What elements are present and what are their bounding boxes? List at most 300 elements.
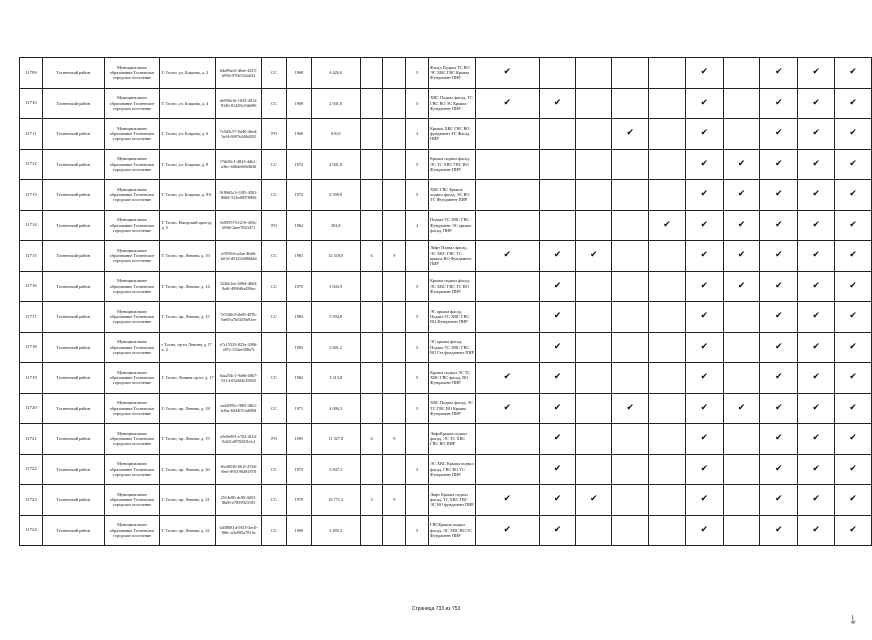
check-icon: ✔ [849, 372, 857, 383]
material-cell: РО [262, 210, 287, 241]
area-cell: 3 601,2 [311, 332, 360, 363]
material-cell: СС [262, 241, 287, 272]
check-icon: ✔ [775, 219, 783, 230]
check-cell [798, 119, 835, 150]
check-cell [476, 454, 540, 485]
municipality-cell: Муниципальное образование Тосненское городское поселение [104, 210, 160, 241]
check-cell [798, 424, 835, 455]
check-cell [476, 210, 540, 241]
check-cell [539, 119, 576, 150]
check-cell [539, 271, 576, 302]
check-icon: ✔ [812, 189, 820, 200]
check-icon: ✔ [849, 433, 857, 444]
municipality-cell: Муниципальное образование Тосненское городское поселение [104, 454, 160, 485]
year-cell: 1968 [286, 58, 311, 89]
check-icon: ✔ [737, 189, 746, 200]
table-row [20, 241, 872, 272]
row-id: 11718 [20, 332, 43, 363]
check-cell [539, 210, 576, 241]
municipality-cell: Муниципальное образование Тосненское городское поселение [104, 58, 160, 89]
municipality-cell: Муниципальное образование Тосненское городское поселение [104, 485, 160, 516]
check-cell [723, 88, 760, 119]
check-cell [576, 210, 612, 241]
check-cell [760, 363, 798, 394]
check-cell [835, 485, 872, 516]
works-cell: ГВСКрыша подвал фасад, ЭС ХВС ВО ТС Фундамент ПИР [429, 515, 476, 546]
check-cell [649, 88, 686, 119]
check-icon: ✔ [849, 494, 857, 505]
row-id: 11714 [20, 210, 43, 241]
floors-a-cell: 5 [360, 485, 383, 516]
check-icon: ✔ [700, 280, 708, 291]
check-cell [649, 363, 686, 394]
floors-b-cell [383, 302, 406, 333]
check-cell [612, 393, 649, 424]
guid-cell: 6aa254c1-9a0b-48b7-8114-0326f2e35692 [216, 363, 262, 394]
check-icon: ✔ [700, 433, 708, 444]
district-cell: Тосненский район [42, 332, 104, 363]
check-cell [760, 332, 798, 363]
check-cell [835, 88, 872, 119]
check-cell [476, 485, 540, 516]
check-cell [685, 88, 723, 119]
check-cell [835, 180, 872, 211]
check-cell [576, 58, 612, 89]
check-cell [649, 180, 686, 211]
guid-cell: a5e9e981-e762-4f1d-8d23-d870201b3cf [216, 424, 262, 455]
check-cell [723, 393, 760, 424]
district-cell: Тосненский район [42, 485, 104, 516]
table-row [20, 119, 872, 150]
check-icon: ✔ [849, 189, 857, 200]
check-cell [835, 149, 872, 180]
entrances-cell: 5 [406, 515, 429, 546]
check-icon: ✔ [849, 158, 857, 169]
district-cell: Тосненский район [42, 515, 104, 546]
check-icon: ✔ [553, 250, 562, 261]
floors-a-cell [360, 210, 383, 241]
works-cell: ХВС Подвал фасад, ТС ГВС ВО ЭС Крыша Фундамент ПИР [429, 88, 476, 119]
floors-a-cell [360, 180, 383, 211]
check-icon: ✔ [553, 494, 562, 505]
area-cell: 2 941,0 [311, 88, 360, 119]
entrances-cell: 5 [406, 393, 429, 424]
check-icon: ✔ [700, 219, 708, 230]
check-cell [612, 180, 649, 211]
works-cell: ЭС ХВС Крыша подвал фасад, ГВС ВО ТС Фундамент ПИР [429, 454, 476, 485]
area-cell: 5 594,8 [311, 302, 360, 333]
row-id: 11713 [20, 180, 43, 211]
check-icon: ✔ [849, 311, 857, 322]
address-cell: Г. Тосно, Ленина пр-кт, д. 17 [160, 363, 216, 394]
check-cell [760, 515, 798, 546]
municipality-cell: Муниципальное образование Тосненское городское поселение [104, 271, 160, 302]
material-cell: СС [262, 454, 287, 485]
check-icon: ✔ [503, 250, 512, 261]
check-cell [649, 515, 686, 546]
page-footer: Страница 733 из 753 [411, 606, 461, 612]
check-cell [476, 363, 540, 394]
check-cell [760, 271, 798, 302]
check-cell [539, 424, 576, 455]
check-icon: ✔ [812, 311, 820, 322]
guid-cell: 16ef8536-661f-4746-8eef-893196481878 [216, 454, 262, 485]
check-cell [685, 363, 723, 394]
check-cell [835, 241, 872, 272]
check-cell [760, 58, 798, 89]
floors-b-cell [383, 149, 406, 180]
check-icon: ✔ [737, 250, 746, 261]
row-id: 11721 [20, 424, 43, 455]
check-cell [612, 454, 649, 485]
check-cell [539, 515, 576, 546]
check-icon: ✔ [812, 158, 820, 169]
check-cell [798, 88, 835, 119]
area-cell: 610,0 [311, 119, 360, 150]
year-cell: 1972 [286, 149, 311, 180]
check-cell [723, 119, 760, 150]
municipality-cell: Муниципальное образование Тосненское городское поселение [104, 149, 160, 180]
check-icon: ✔ [849, 250, 857, 261]
entrances-cell: 5 [406, 454, 429, 485]
entrances-cell [406, 485, 429, 516]
floors-b-cell [383, 210, 406, 241]
year-cell: 1972 [286, 180, 311, 211]
municipality-cell: Муниципальное образование Тосненское городское поселение [104, 424, 160, 455]
check-icon: ✔ [812, 250, 820, 261]
check-cell [476, 332, 540, 363]
year-cell: 1971 [286, 393, 311, 424]
check-cell [612, 271, 649, 302]
check-cell [576, 119, 612, 150]
check-icon: ✔ [812, 372, 820, 383]
district-cell: Тосненский район [42, 271, 104, 302]
check-icon: ✔ [503, 372, 512, 383]
check-cell [798, 58, 835, 89]
district-cell: Тосненский район [42, 180, 104, 211]
check-cell [798, 515, 835, 546]
floors-b-cell [383, 393, 406, 424]
address-cell: Г. Тосно, пр. Ленина, д. 10 [160, 241, 216, 272]
check-cell [723, 180, 760, 211]
check-icon: ✔ [775, 463, 783, 474]
address-cell: Г. Тосно, ул. Боярова, д. 2 [160, 58, 216, 89]
floors-b-cell [383, 454, 406, 485]
check-icon: ✔ [775, 97, 783, 108]
check-cell [835, 119, 872, 150]
check-icon: ✔ [812, 433, 820, 444]
check-cell [723, 271, 760, 302]
check-cell [539, 485, 576, 516]
year-cell: 1969 [286, 515, 311, 546]
area-cell: 12 318,0 [311, 241, 360, 272]
entrances-cell: 5 [406, 332, 429, 363]
year-cell: 1969 [286, 88, 311, 119]
floors-a-cell [360, 271, 383, 302]
check-cell [612, 149, 649, 180]
works-cell: ЭС крыша фасад, Подвал ТС ХВС ГВС ВО Газ фундамент ПИР [429, 332, 476, 363]
check-cell [685, 180, 723, 211]
row-id: 11712 [20, 149, 43, 180]
check-cell [476, 393, 540, 424]
material-cell: РО [262, 424, 287, 455]
table-row [20, 515, 872, 546]
check-cell [612, 332, 649, 363]
floors-a-cell [360, 454, 383, 485]
row-id: 11722 [20, 454, 43, 485]
row-id: 11711 [20, 119, 43, 150]
district-cell: Тосненский район [42, 88, 104, 119]
check-cell [476, 180, 540, 211]
check-cell [723, 58, 760, 89]
area-cell: 3 495,3 [311, 515, 360, 546]
entrances-cell: 5 [406, 149, 429, 180]
address-cell: Г. Тосно, ул. Боярова, д. 8А [160, 180, 216, 211]
works-cell: Подвал ТС ХВС ГВС Фундамент ЭС крыша фасад, ПИР [429, 210, 476, 241]
area-cell: 3 313,8 [311, 363, 360, 394]
municipality-cell: Муниципальное образование Тосненское городское поселение [104, 515, 160, 546]
check-icon: ✔ [590, 250, 598, 261]
table-row [20, 88, 872, 119]
check-cell [723, 210, 760, 241]
check-cell [539, 302, 576, 333]
check-cell [476, 424, 540, 455]
address-cell: Г. Тосно, ул. Боярова, д. 6 [160, 119, 216, 150]
check-cell [539, 180, 576, 211]
guid-cell: 2514e80-dc90-4d53-8b06-e7859923105 [216, 485, 262, 516]
table-body [20, 58, 872, 546]
check-icon: ✔ [849, 280, 857, 291]
table-row [20, 180, 872, 211]
guid-cell: de939a16-1023-4012-8140-81429c33b696 [216, 88, 262, 119]
check-icon: ✔ [775, 128, 783, 139]
check-cell [723, 363, 760, 394]
municipality-cell: Муниципальное образование Тосненское городское поселение [104, 332, 160, 363]
area-cell: 10 771,2 [311, 485, 360, 516]
table-row [20, 363, 872, 394]
check-icon: ✔ [503, 402, 512, 413]
check-icon: ✔ [663, 219, 671, 230]
check-icon: ✔ [812, 494, 820, 505]
check-icon: ✔ [812, 67, 820, 78]
table-row [20, 454, 872, 485]
check-icon: ✔ [812, 524, 820, 535]
address-cell: Г. Тосно, ул. Боярова, д. 8 [160, 149, 216, 180]
district-cell: Тосненский район [42, 58, 104, 89]
check-cell [649, 393, 686, 424]
check-cell [576, 271, 612, 302]
works-cell: Крыша подвал ЭС ТС ХВС ГВС фасад, ВО Фундамент ПИР [429, 363, 476, 394]
check-icon: ✔ [812, 341, 820, 352]
check-cell [649, 149, 686, 180]
check-cell [798, 485, 835, 516]
guid-cell: 7e53f6f3-eb69-497b-9a60-a7b5265b91ee [216, 302, 262, 333]
area-cell: 4 006,3 [311, 393, 360, 424]
check-cell [649, 271, 686, 302]
check-cell [476, 88, 540, 119]
year-cell: 1984 [286, 302, 311, 333]
check-cell [835, 515, 872, 546]
check-cell [476, 149, 540, 180]
check-cell [612, 241, 649, 272]
check-cell [760, 485, 798, 516]
check-cell [612, 210, 649, 241]
check-cell [798, 393, 835, 424]
check-cell [760, 119, 798, 150]
check-cell [685, 271, 723, 302]
check-cell [649, 454, 686, 485]
material-cell: РО [262, 119, 287, 150]
works-cell: ХВС ГВС Крыша подвал фасад, ЭС ВО ТС Фундамент ПИР [429, 180, 476, 211]
check-cell [576, 454, 612, 485]
check-icon: ✔ [849, 524, 857, 535]
district-cell: Тосненский район [42, 454, 104, 485]
check-cell [539, 332, 576, 363]
check-cell [685, 302, 723, 333]
material-cell: СС [262, 302, 287, 333]
check-cell [723, 515, 760, 546]
check-cell [576, 393, 612, 424]
check-icon: ✔ [812, 219, 820, 230]
district-cell: Тосненский район [42, 393, 104, 424]
check-cell [576, 88, 612, 119]
year-cell: 1960 [286, 119, 311, 150]
district-cell: Тосненский район [42, 424, 104, 455]
works-cell: Фасад Подвал ТС ВО ЭС ХВС ГВС Крыша Фундамент ПИР [429, 58, 476, 89]
row-id: 11715 [20, 241, 43, 272]
check-icon: ✔ [775, 524, 783, 535]
address-cell: Г. Тосно, пр. Ленина, д. 22 [160, 515, 216, 546]
works-cell: ЛифтКрыша подвал фасад, ЭС ТС ХВС ГВС ВО ПИР [429, 424, 476, 455]
table-row [20, 485, 872, 516]
table-row [20, 393, 872, 424]
check-cell [476, 302, 540, 333]
check-cell [576, 424, 612, 455]
check-icon: ✔ [553, 280, 562, 291]
table-row [20, 58, 872, 89]
check-cell [685, 424, 723, 455]
check-icon: ✔ [737, 280, 746, 291]
check-icon: ✔ [775, 311, 783, 322]
guid-cell: 3220e1ee-609d-4663-9a6f-4996f6a458ee [216, 271, 262, 302]
check-cell [576, 485, 612, 516]
check-icon: ✔ [700, 494, 708, 505]
check-icon: ✔ [503, 97, 512, 108]
address-cell: Г. Тосно, Ижорский проезд, д. 5 [160, 210, 216, 241]
check-cell [798, 149, 835, 180]
check-cell [760, 241, 798, 272]
check-cell [798, 241, 835, 272]
year-cell: 1981 [286, 241, 311, 272]
check-icon: ✔ [737, 402, 746, 413]
material-cell: СС [262, 393, 287, 424]
municipality-cell: Муниципальное образование Тосненское городское поселение [104, 363, 160, 394]
check-icon: ✔ [812, 280, 820, 291]
check-cell [649, 332, 686, 363]
check-icon: ✔ [700, 189, 708, 200]
material-cell: СС [262, 515, 287, 546]
guid-cell: 6da99ac0-d0ae-4415-b95b-970e532a633 [216, 58, 262, 89]
check-icon: ✔ [849, 341, 857, 352]
area-cell: 3 847,1 [311, 454, 360, 485]
check-icon: ✔ [775, 280, 783, 291]
material-cell [262, 332, 287, 363]
year-cell: 1962 [286, 210, 311, 241]
check-cell [476, 515, 540, 546]
check-icon: ✔ [775, 250, 783, 261]
check-cell [760, 302, 798, 333]
check-icon: ✔ [775, 189, 783, 200]
check-cell [576, 363, 612, 394]
check-cell [576, 180, 612, 211]
check-cell [539, 454, 576, 485]
check-icon: ✔ [700, 402, 708, 413]
check-cell [539, 58, 576, 89]
material-cell: СС [262, 58, 287, 89]
district-cell: Тосненский район [42, 119, 104, 150]
floors-b-cell [383, 332, 406, 363]
check-cell [539, 241, 576, 272]
floors-b-cell [383, 271, 406, 302]
table-row [20, 149, 872, 180]
district-cell: Тосненский район [42, 363, 104, 394]
check-icon: ✔ [737, 158, 746, 169]
check-cell [835, 363, 872, 394]
material-cell: СС [262, 363, 287, 394]
works-cell: Лифт Крыша подвал фасад, ТС ХВС ГВС ЭС ВО фундамент ПИР [429, 485, 476, 516]
check-cell [539, 393, 576, 424]
check-icon: ✔ [849, 128, 857, 139]
material-cell: СС [262, 485, 287, 516]
check-icon: ✔ [700, 341, 708, 352]
check-cell [539, 88, 576, 119]
check-cell [649, 58, 686, 89]
material-cell: СС [262, 149, 287, 180]
guid-cell: ead4995c-f883-4fb3-b26a-b94407cb699d [216, 393, 262, 424]
check-icon: ✔ [775, 372, 783, 383]
check-cell [612, 302, 649, 333]
check-cell [476, 58, 540, 89]
check-cell [798, 302, 835, 333]
entrances-cell [406, 424, 429, 455]
check-icon: ✔ [812, 97, 820, 108]
row-id: 11720 [20, 393, 43, 424]
address-cell: Г. Тосно, пр. Ленина, д. 14 [160, 271, 216, 302]
floors-b-cell [383, 88, 406, 119]
check-cell [612, 88, 649, 119]
check-cell [576, 149, 612, 180]
check-cell [723, 149, 760, 180]
floors-a-cell: 6 [360, 241, 383, 272]
check-cell [723, 241, 760, 272]
year-cell: 1973 [286, 454, 311, 485]
municipality-cell: Муниципальное образование Тосненское городское поселение [104, 180, 160, 211]
check-cell [649, 241, 686, 272]
address-cell: Г. Тосно, пр. Ленина, д. 21 [160, 485, 216, 516]
check-icon: ✔ [700, 250, 708, 261]
year-cell: 1995 [286, 424, 311, 455]
check-cell [685, 393, 723, 424]
address-cell: Г. Тосно, пр. Ленина, д. 19 [160, 424, 216, 455]
row-id: 11719 [20, 363, 43, 394]
check-cell [649, 424, 686, 455]
check-icon: ✔ [700, 128, 708, 139]
year-cell: 1983 [286, 332, 311, 363]
address-cell: Г. Тосно, пр. Ленина, д. 18 [160, 393, 216, 424]
area-cell: 3 043,9 [311, 271, 360, 302]
check-icon: ✔ [553, 311, 562, 322]
district-cell: Тосненский район [42, 149, 104, 180]
